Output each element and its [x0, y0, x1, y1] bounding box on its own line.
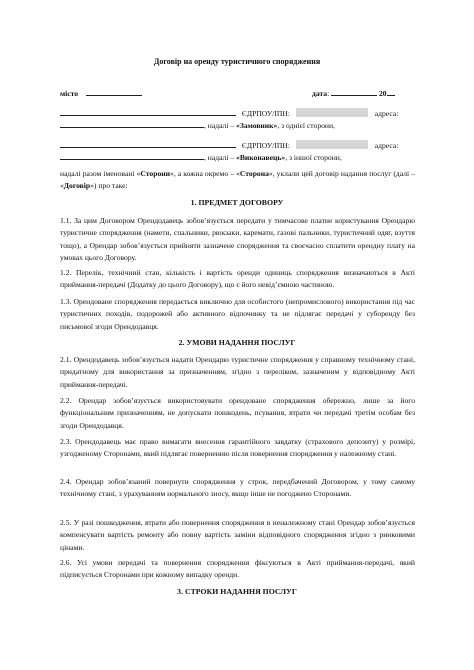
party2-name-field[interactable] [60, 139, 236, 148]
clause-1-1: 1.1. За цим Договором Орендодавець зобов’язується передати у тимчасове платне користування Орендарю туристичне спорядження (намети, спальники, рюкзаки, каремати, газові пальники, туристичний одяг, взуття тощо), а Орендар зобов’язується прийняти зазначене спорядження та своєчасно сплатити орендну плату на умовах цього Договору. [60, 216, 415, 262]
document-title: Договір на оренду туристичного спорядження [153, 57, 321, 66]
party2-role: «Виконавець» [236, 153, 286, 162]
intro-party: Сторона [239, 169, 269, 178]
intro-contract: Договір [63, 181, 91, 191]
place-line [60, 87, 142, 100]
party2-address-field[interactable] [60, 151, 204, 160]
section2-heading: 2. УМОВИ НАДАННЯ ПОСЛУГ [178, 338, 296, 347]
party1-line2: , надалі – «Замовник», з однієї сторони, [60, 119, 335, 132]
party1-edrpou-label: ЄДРПОУ/ІПН: [241, 109, 290, 118]
intro-parties: Сторони [140, 169, 171, 178]
party2-line2: , надалі – «Виконавець», з іншої сторони, [60, 151, 342, 164]
party2-side: , з іншої сторони, [285, 153, 342, 162]
party1-hereinafter: надалі – [207, 121, 235, 130]
date-field[interactable] [331, 87, 377, 96]
clause-1-3: 1.3. Орендоване спорядження передається виключно для особистого (непромислового) використання під час туристичних походів, подорожей або активного відпочинку та не підлягає передачі у суборенду без письмової згоди Орендодавця. [60, 297, 415, 331]
party1-role: «Замовник» [236, 121, 278, 130]
date-line: дата: 20 [312, 87, 395, 100]
party1-side: , з однієї сторони, [277, 121, 335, 130]
intro-text-1: надалі разом іменовані « [60, 169, 141, 178]
party2-edrpou-label: ЄДРПОУ/ІПН: [241, 141, 290, 150]
clause-2-4: 2.4. Орендар зобов’язаний повернути спорядження у строк, передбачений Договором, у тому самому технічному стані, з урахуванням нормального зносу, якщо інше не погоджено Сторонами. [60, 477, 415, 499]
party1-address-field[interactable] [60, 119, 204, 128]
date-label: дата [312, 89, 328, 98]
clause-2-3: 2.3. Орендодавець має право вимагати внесення гарантійного завдатку (страхового депозиту) у розмірі, узгодженому Сторонами, який підлягає поверненню після повернення спорядження у належному стані. [60, 437, 415, 459]
clause-2-5: 2.5. У разі пошкодження, втрати або повернення спорядження в неналежному стані Орендар зобов’язується компенсувати вартість ремонту або повну вартість заміни відповідного спорядження згідно з ринковими цінами. [60, 518, 415, 552]
clause-1-2: 1.2. Перелік, технічний стан, кількість і вартість оренди одиниць спорядження визначаються в Акті приймання-передачі (Додатку до цього Договору), що є його невід’ємною частиною. [60, 268, 415, 290]
party1-address-label: адреса: [374, 109, 399, 118]
clause-2-6: 2.6. Усі умови передачі та повернення спорядження фіксуються в Акті приймання-передачі, який підписується Сторонами при кожному випадку оренди. [60, 558, 415, 580]
intro-paragraph [60, 168, 415, 193]
year-field[interactable] [387, 87, 395, 96]
party1-name-field[interactable] [60, 107, 236, 116]
section1-heading: 1. ПРЕДМЕТ ДОГОВОРУ [190, 198, 284, 207]
intro-text-4: ») про таке: [90, 181, 128, 191]
clause-2-2: 2.2. Орендар зобов’язується використовувати орендоване спорядження обережно, лише за його функціональним призначенням, не допускати пошкодень, псування, втрати чи передачі третім особам без згоди Орендодавця. [60, 396, 415, 430]
intro-text-2: », а кожна окремо – « [170, 169, 240, 178]
intro-text-3: », уклали цей договір надання послуг (далі – « [60, 169, 415, 191]
party2-hereinafter: надалі – [207, 153, 235, 162]
date-year: 20 [378, 89, 387, 98]
section3-heading: 3. СТРОКИ НАДАННЯ ПОСЛУГ [177, 587, 297, 596]
party2-address-label: адреса: [374, 141, 399, 150]
place-field[interactable] [86, 87, 142, 96]
clause-2-1: 2.1. Орендодавець зобов’язується надати Орендарю туристичне спорядження у справному технічному стані, придатному для використання за призначенням, згідно з переліком, зазначеним у відповідному Акті приймання-передачі. [60, 355, 415, 389]
place-label: місто [60, 89, 79, 98]
party2-edrpou-field[interactable] [296, 140, 368, 149]
party1-edrpou-field[interactable] [296, 108, 368, 117]
